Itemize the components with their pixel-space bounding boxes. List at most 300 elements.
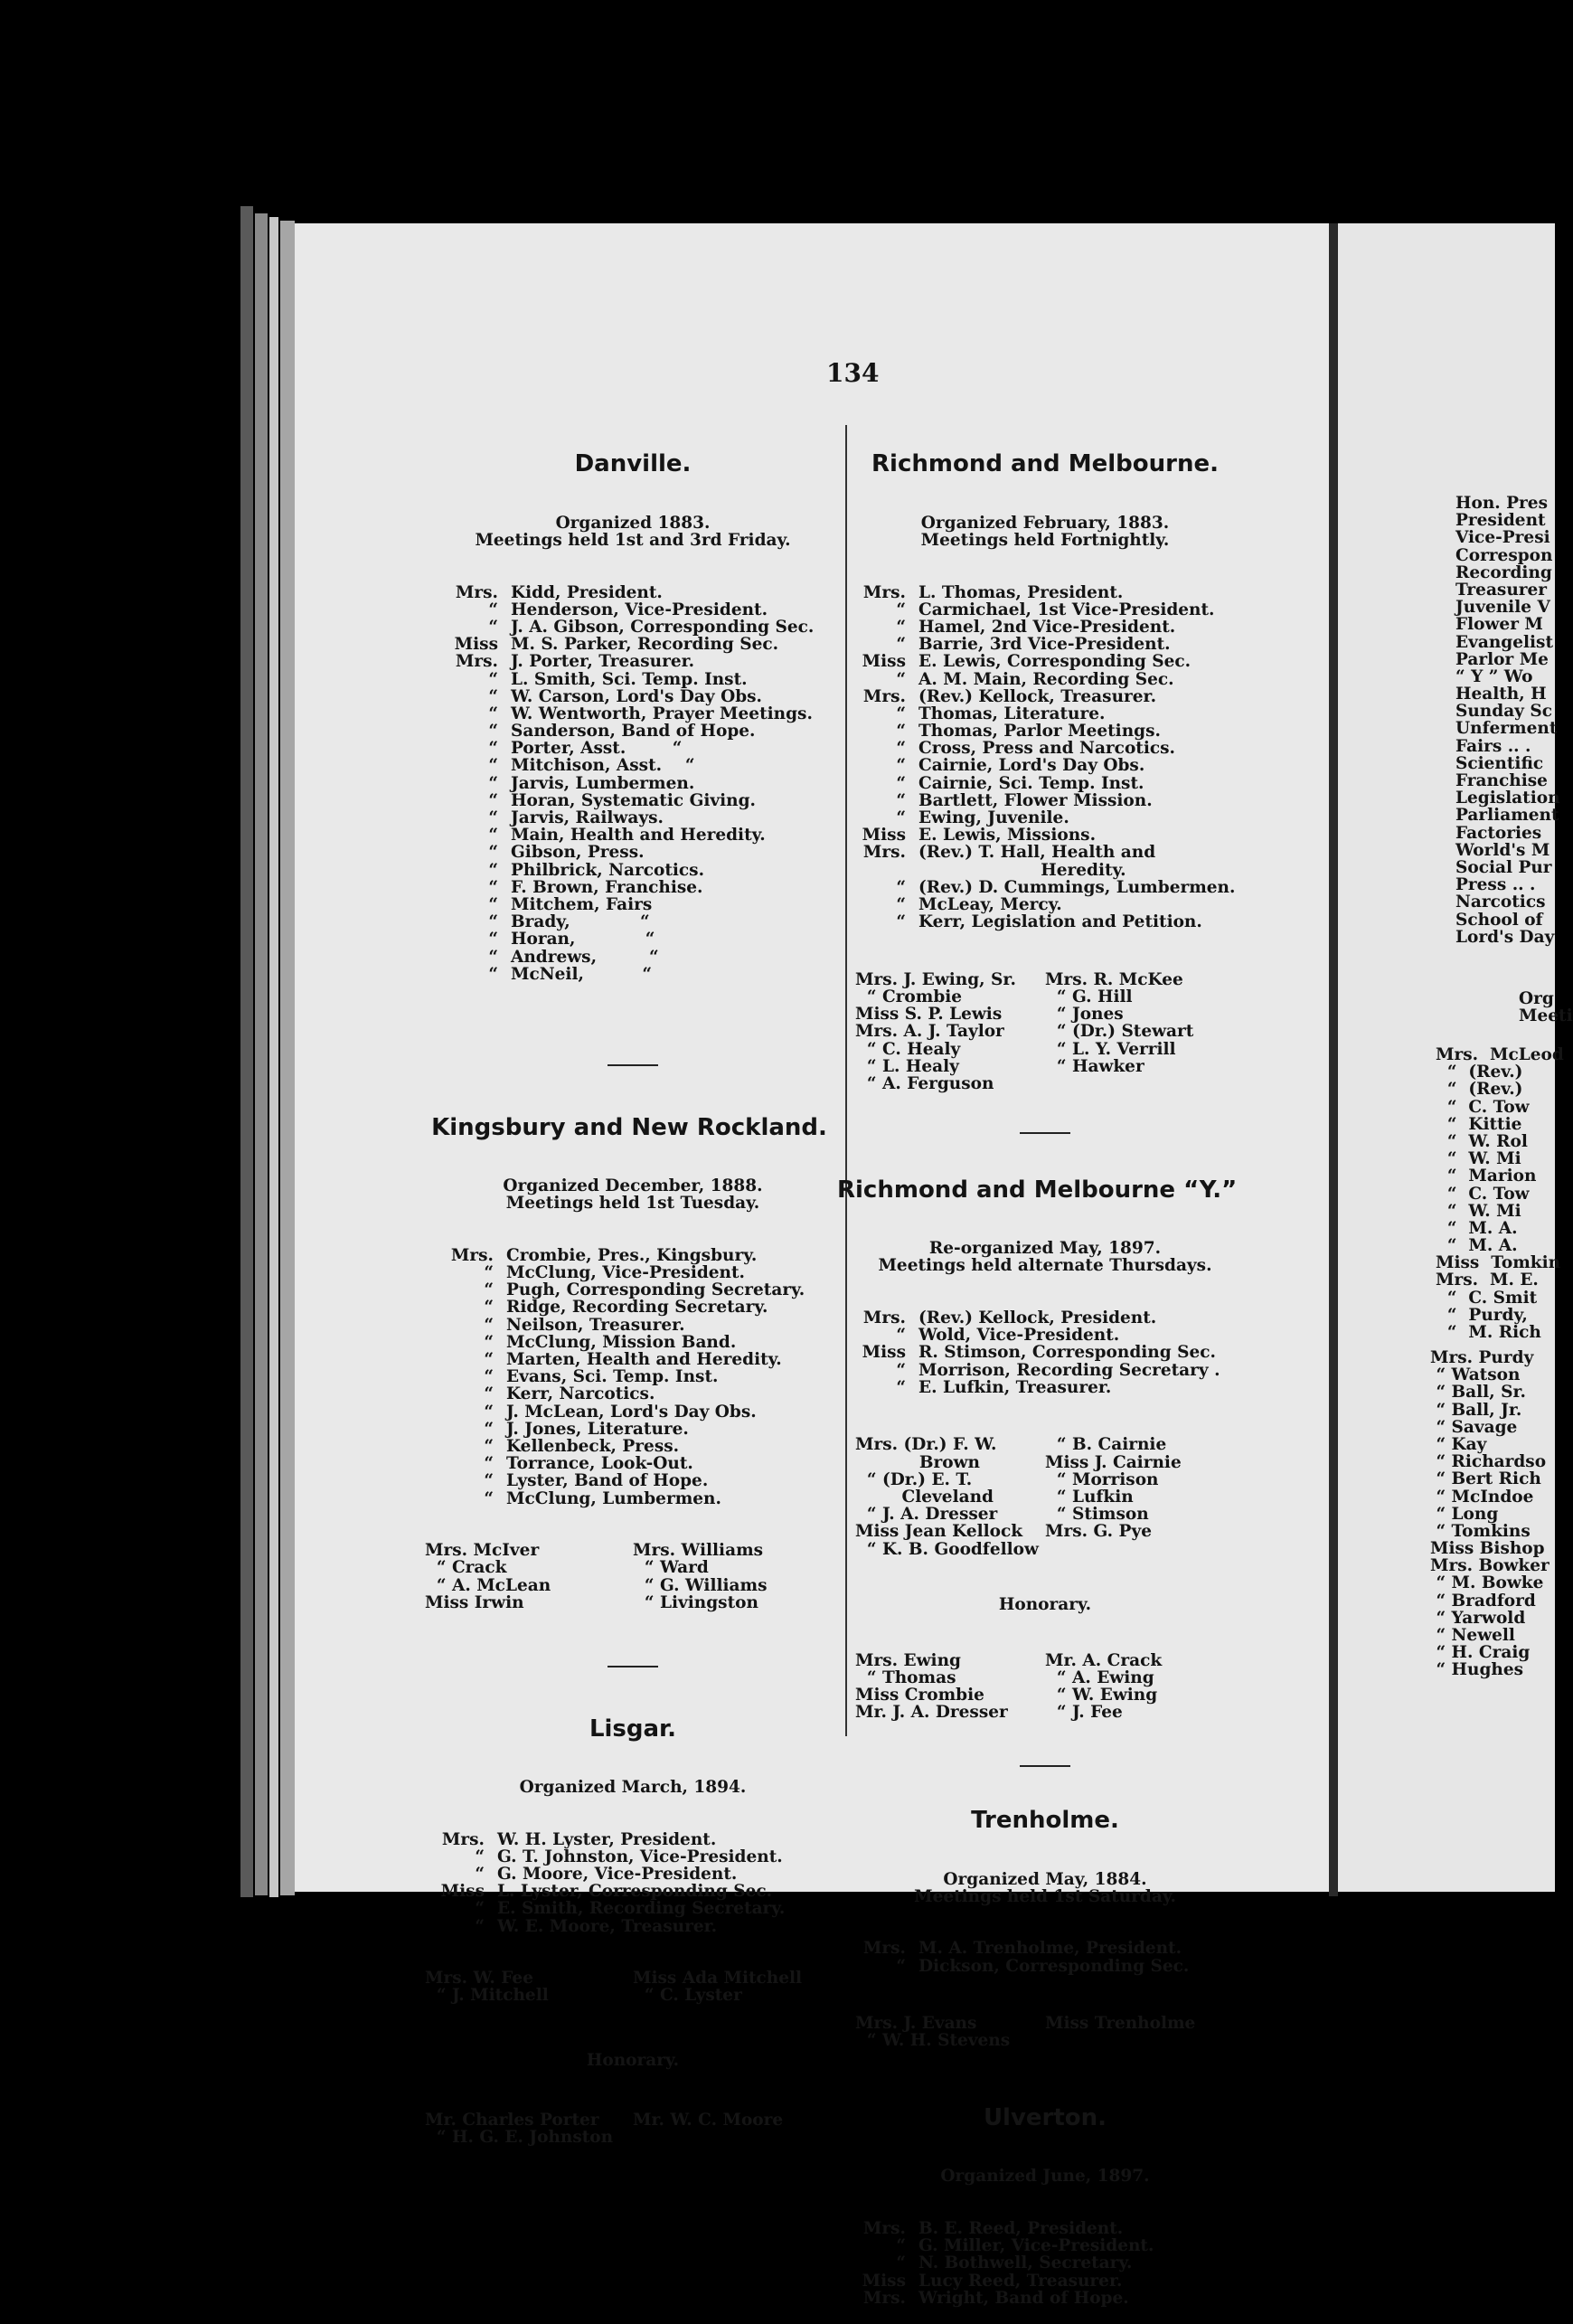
section-title-kingsbury: Kingsbury and New Rockland. bbox=[431, 1113, 827, 1141]
honorary-member-name: Mrs. Ewing bbox=[855, 1650, 961, 1670]
officer-entry: Henderson, Vice-President. bbox=[511, 600, 768, 619]
right-page-line: “ C. Smit bbox=[1436, 1288, 1538, 1308]
officer-row bbox=[855, 584, 1235, 601]
officer-entry: McLeay, Mercy. bbox=[918, 894, 1062, 914]
danville-info bbox=[425, 515, 841, 549]
officer-prefix: “ bbox=[488, 669, 498, 689]
right-page-line: “ M. Bowke bbox=[1430, 1573, 1544, 1593]
officer-prefix: “ bbox=[896, 790, 906, 810]
officer-prefix: “ bbox=[484, 1488, 494, 1508]
officer-prefix: “ bbox=[488, 930, 498, 949]
officer-row bbox=[434, 1900, 841, 1917]
lisgar-officers bbox=[434, 1831, 841, 1935]
member-name: Miss Jean Kellock bbox=[855, 1522, 1023, 1542]
officer-row bbox=[443, 1403, 841, 1421]
organization-info-line: Organized 1883. bbox=[555, 513, 711, 533]
member-list-left bbox=[425, 1970, 633, 2004]
officer-entry: Lyster, Band of Hope. bbox=[506, 1471, 709, 1491]
member-name: Mrs. Williams bbox=[633, 1541, 764, 1561]
officer-row bbox=[447, 653, 841, 670]
ulverton-info bbox=[855, 2168, 1235, 2185]
officer-row bbox=[443, 1299, 841, 1316]
section-title-ulverton: Ulverton. bbox=[983, 2104, 1107, 2132]
officer-prefix: “ bbox=[488, 722, 498, 742]
section-rule bbox=[608, 1666, 658, 1667]
officer-row bbox=[447, 636, 841, 653]
member-name: Cleveland bbox=[855, 1487, 994, 1507]
officer-prefix: “ bbox=[484, 1402, 494, 1422]
officer-prefix: “ bbox=[488, 790, 498, 810]
officer-entry: Ewing, Juvenile. bbox=[918, 808, 1069, 828]
officer-entry: McNeil, “ bbox=[511, 964, 652, 984]
officer-row bbox=[447, 949, 841, 966]
member-name: Miss Ada Mitchell bbox=[633, 1969, 803, 1989]
officer-prefix: “ bbox=[896, 894, 906, 914]
richmond-members bbox=[855, 971, 1235, 1092]
member-name: Mrs. J. Evans bbox=[855, 2014, 977, 2034]
officer-entry: W. E. Moore, Treasurer. bbox=[497, 1916, 718, 1936]
officer-prefix: “ bbox=[488, 826, 498, 846]
right-page-line: Mrs. Bowker bbox=[1430, 1556, 1549, 1576]
right-page-line: “ Ball, Sr. bbox=[1430, 1383, 1526, 1403]
officer-prefix: “ bbox=[896, 704, 906, 723]
officer-entry: J. Jones, Literature. bbox=[506, 1419, 689, 1439]
richmond-y-members bbox=[855, 1436, 1235, 1557]
richmond-y-officers bbox=[855, 1309, 1235, 1396]
officer-row bbox=[855, 809, 1235, 827]
right-page-block-3 bbox=[1436, 1046, 1564, 1341]
officer-entry: Heredity. bbox=[918, 860, 1126, 880]
member-name: Miss Irwin bbox=[425, 1592, 524, 1612]
officer-row bbox=[447, 671, 841, 688]
officer-entry: Marten, Health and Heredity. bbox=[506, 1350, 782, 1370]
officer-prefix: “ bbox=[896, 739, 906, 759]
officer-prefix: “ bbox=[896, 1360, 906, 1380]
right-page-line: Narcotics bbox=[1455, 893, 1546, 912]
officer-row bbox=[855, 723, 1235, 740]
organization-info-line: Organized March, 1894. bbox=[519, 1778, 747, 1798]
organization-info-line: Meetings held alternate Thursdays. bbox=[878, 1256, 1212, 1276]
officer-row bbox=[855, 2220, 1235, 2237]
officer-entry: McClung, Vice-President. bbox=[506, 1263, 745, 1283]
officer-row bbox=[443, 1317, 841, 1334]
organization-info-line: Meetings held Fortnightly. bbox=[920, 531, 1170, 550]
member-name: “ A. Ferguson bbox=[855, 1073, 994, 1093]
officer-entry: Porter, Asst. “ bbox=[511, 739, 683, 759]
officer-row bbox=[447, 688, 841, 705]
officer-row bbox=[447, 775, 841, 792]
honorary-member-name: “ A. Ewing bbox=[1045, 1667, 1154, 1687]
officer-entry: Hamel, 2nd Vice-President. bbox=[918, 617, 1176, 637]
officer-entry: M. A. Trenholme, President. bbox=[918, 1939, 1182, 1959]
officer-prefix: “ bbox=[896, 756, 906, 776]
officer-entry: McClung, Mission Band. bbox=[506, 1332, 737, 1352]
officer-prefix: “ bbox=[484, 1280, 494, 1300]
section-title-lisgar: Lisgar. bbox=[589, 1715, 677, 1743]
right-page-line: “ Marion bbox=[1436, 1167, 1537, 1186]
kingsbury-info bbox=[425, 1177, 841, 1212]
officer-entry: Cairnie, Sci. Temp. Inst. bbox=[918, 773, 1144, 793]
right-page-line: “ Long bbox=[1430, 1504, 1499, 1524]
member-list-right bbox=[1045, 1436, 1235, 1557]
officer-row bbox=[447, 792, 841, 809]
richmond-officers bbox=[855, 584, 1235, 931]
officer-prefix: “ bbox=[484, 1332, 494, 1352]
right-page-line: Vice-Presi bbox=[1455, 528, 1550, 548]
right-page-line: “ Tomkins bbox=[1430, 1521, 1531, 1541]
trenholme-members bbox=[855, 2015, 1235, 2049]
officer-entry: Thomas, Parlor Meetings. bbox=[918, 722, 1161, 742]
right-page-line: Scientific bbox=[1455, 753, 1544, 773]
right-page-line: Parlor Me bbox=[1455, 649, 1549, 669]
officer-entry: Thomas, Literature. bbox=[918, 704, 1106, 723]
officer-entry: E. Lewis, Missions. bbox=[918, 826, 1097, 846]
officer-row bbox=[855, 1958, 1235, 1975]
officer-entry: Kellenbeck, Press. bbox=[506, 1436, 680, 1456]
officer-prefix: “ bbox=[484, 1350, 494, 1370]
officer-prefix: “ bbox=[896, 773, 906, 793]
member-name: “ L. Y. Verrill bbox=[1045, 1039, 1176, 1059]
officer-entry: Sanderson, Band of Hope. bbox=[511, 722, 756, 742]
officer-prefix: Miss bbox=[862, 652, 906, 672]
member-name: “ A. McLean bbox=[425, 1575, 551, 1595]
right-page-line: Social Pur bbox=[1455, 857, 1552, 877]
member-list-left bbox=[425, 2111, 633, 2146]
officer-row bbox=[447, 723, 841, 740]
officer-entry: Brady, “ bbox=[511, 912, 650, 932]
right-page-line: Miss Tomkin bbox=[1436, 1253, 1561, 1273]
officer-prefix: “ bbox=[896, 600, 906, 619]
officer-row bbox=[855, 1327, 1235, 1344]
organization-info-line: Organized December, 1888. bbox=[503, 1176, 763, 1196]
officer-entry: W. H. Lyster, President. bbox=[497, 1829, 717, 1849]
officer-entry: Horan, Systematic Giving. bbox=[511, 790, 756, 810]
section-rule bbox=[608, 1064, 658, 1066]
lisgar-honorary bbox=[425, 2111, 841, 2146]
officer-entry: Neilson, Treasurer. bbox=[506, 1315, 685, 1335]
officer-prefix: Mrs. bbox=[862, 1308, 906, 1328]
officer-entry: L. Lyster, Corresponding Sec. bbox=[497, 1882, 773, 1902]
section-rule bbox=[1020, 1132, 1070, 1134]
member-list-right bbox=[633, 1970, 841, 2004]
officer-row bbox=[443, 1490, 841, 1507]
organization-info-line: Re-organized May, 1897. bbox=[928, 1239, 1162, 1259]
officer-entry: F. Brown, Franchise. bbox=[511, 877, 703, 897]
right-page-line: “ Bradford bbox=[1430, 1591, 1536, 1611]
section-title-richmond-y: Richmond and Melbourne “Y.” bbox=[837, 1176, 1238, 1204]
page-number: 134 bbox=[826, 358, 880, 388]
officer-entry: G. Moore, Vice-President. bbox=[497, 1865, 738, 1885]
honorary-member-name: “ J. Fee bbox=[1045, 1703, 1123, 1723]
officer-row bbox=[443, 1281, 841, 1299]
officer-prefix: Mrs. bbox=[862, 582, 906, 602]
officer-row bbox=[443, 1421, 841, 1438]
officer-prefix: “ bbox=[896, 808, 906, 828]
officer-entry: Lucy Reed, Treasurer. bbox=[918, 2271, 1123, 2291]
book-edge bbox=[255, 213, 268, 1895]
right-page-line: “ Hughes bbox=[1430, 1660, 1524, 1680]
member-list-left bbox=[855, 1652, 1045, 1722]
officer-entry: L. Thomas, President. bbox=[918, 582, 1124, 602]
officer-prefix: “ bbox=[488, 877, 498, 897]
right-page-line: “ (Rev.) bbox=[1436, 1063, 1523, 1082]
officer-row bbox=[447, 913, 841, 931]
officer-entry: W. Carson, Lord's Day Obs. bbox=[511, 686, 762, 706]
officer-prefix: “ bbox=[484, 1315, 494, 1335]
book-edge bbox=[280, 221, 295, 1895]
officer-entry: (Rev.) D. Cummings, Lumbermen. bbox=[918, 877, 1236, 897]
right-page-line: Health, H bbox=[1455, 685, 1547, 704]
officer-prefix: Miss bbox=[862, 826, 906, 846]
officer-prefix: Miss bbox=[862, 1343, 906, 1363]
officer-row bbox=[855, 619, 1235, 636]
officer-entry: J. McLean, Lord's Day Obs. bbox=[506, 1402, 757, 1422]
officer-entry: Bartlett, Flower Mission. bbox=[918, 790, 1153, 810]
right-page-line: “ W. Rol bbox=[1436, 1131, 1528, 1151]
officer-entry: Morrison, Recording Secretary . bbox=[918, 1360, 1220, 1380]
right-page-line: Flower M bbox=[1455, 615, 1543, 635]
officer-row bbox=[443, 1368, 841, 1385]
officer-row bbox=[855, 688, 1235, 705]
officer-row bbox=[443, 1385, 841, 1403]
right-page-line: “ Watson bbox=[1430, 1365, 1521, 1385]
officer-entry: Cairnie, Lord's Day Obs. bbox=[918, 756, 1145, 776]
officer-prefix: “ bbox=[896, 722, 906, 742]
officer-row bbox=[447, 705, 841, 723]
officer-prefix: “ bbox=[484, 1263, 494, 1283]
ulverton-officers bbox=[855, 2220, 1235, 2307]
officer-row bbox=[447, 966, 841, 983]
officer-entry: Kerr, Narcotics. bbox=[506, 1384, 655, 1404]
right-page-line: “ M. Rich bbox=[1436, 1323, 1541, 1342]
officer-entry: Philbrick, Narcotics. bbox=[511, 860, 705, 880]
officer-entry: Barrie, 3rd Vice-President. bbox=[918, 635, 1171, 655]
officer-prefix: “ bbox=[896, 1377, 906, 1397]
right-page-line: Org bbox=[1519, 989, 1554, 1008]
officer-prefix: “ bbox=[488, 894, 498, 914]
section-title-danville: Danville. bbox=[574, 450, 692, 478]
section-title-richmond: Richmond and Melbourne. bbox=[871, 450, 1219, 478]
richmond-info bbox=[855, 515, 1235, 549]
kingsbury-officers bbox=[443, 1247, 841, 1507]
right-page-line: “ Yarwold bbox=[1430, 1608, 1526, 1628]
officer-prefix: Miss bbox=[862, 2271, 906, 2291]
officer-prefix: “ bbox=[484, 1419, 494, 1439]
right-page-line: Parliament bbox=[1455, 806, 1559, 826]
officer-prefix: “ bbox=[488, 773, 498, 793]
officer-entry: Evans, Sci. Temp. Inst. bbox=[506, 1367, 719, 1387]
member-name: “ Crombie bbox=[855, 987, 963, 1006]
officer-prefix: Mrs. bbox=[862, 843, 906, 863]
member-name: Brown bbox=[855, 1452, 980, 1472]
officer-entry: Main, Health and Heredity. bbox=[511, 826, 766, 846]
officer-entry: N. Bothwell, Secretary. bbox=[918, 2253, 1133, 2273]
right-page-line: Juvenile V bbox=[1455, 598, 1550, 618]
right-page-line: “ M. A. bbox=[1436, 1218, 1518, 1238]
richmond-y-honorary-title: Honorary. bbox=[998, 1595, 1092, 1615]
right-page-line: Legislation bbox=[1455, 789, 1560, 808]
honorary-member-name: “ Thomas bbox=[855, 1667, 956, 1687]
right-page-block-4 bbox=[1430, 1349, 1549, 1679]
officer-entry: Jarvis, Lumbermen. bbox=[511, 773, 695, 793]
member-list-left bbox=[425, 1542, 633, 1611]
member-name: Miss S. P. Lewis bbox=[855, 1005, 1003, 1025]
officer-prefix: “ bbox=[488, 808, 498, 828]
right-page-line: “ Bert Rich bbox=[1430, 1469, 1541, 1489]
officer-row bbox=[447, 757, 841, 774]
member-list-left bbox=[855, 2015, 1045, 2049]
officer-prefix: “ bbox=[488, 756, 498, 776]
member-name: “ B. Cairnie bbox=[1045, 1435, 1167, 1455]
officer-row bbox=[447, 619, 841, 636]
officer-entry: B. E. Reed, President. bbox=[918, 2219, 1124, 2239]
honorary-member-name: Mr. A. Crack bbox=[1045, 1650, 1163, 1670]
book-edge bbox=[240, 206, 253, 1897]
officer-prefix: “ bbox=[488, 947, 498, 967]
organization-info-line: Organized February, 1883. bbox=[920, 513, 1170, 533]
right-page-line: Hon. Pres bbox=[1455, 494, 1548, 513]
lisgar-info bbox=[425, 1779, 841, 1796]
right-page-line: Evangelist bbox=[1455, 632, 1554, 652]
section-rule bbox=[1020, 1765, 1070, 1767]
member-name: Miss J. Cairnie bbox=[1045, 1452, 1182, 1472]
officer-row bbox=[855, 1309, 1235, 1327]
officer-prefix: “ bbox=[488, 600, 498, 619]
right-column bbox=[837, 414, 1238, 2324]
right-page-line: “ Purdy, bbox=[1436, 1305, 1528, 1325]
officer-prefix: “ bbox=[484, 1454, 494, 1474]
right-page-line: “ Richardso bbox=[1430, 1452, 1547, 1472]
gutter bbox=[1329, 223, 1338, 1896]
lisgar-honorary-title: Honorary. bbox=[586, 2051, 680, 2070]
officer-row bbox=[855, 740, 1235, 757]
organization-info-line: Meetings held 1st Saturday. bbox=[914, 1886, 1176, 1906]
officer-prefix: “ bbox=[896, 617, 906, 637]
honorary-member-name: Miss Crombie bbox=[855, 1686, 984, 1705]
member-name: “ Ward bbox=[633, 1558, 709, 1578]
right-page-line: “ Kittie bbox=[1436, 1114, 1522, 1134]
organization-info-line: Organized May, 1884. bbox=[943, 1869, 1147, 1889]
member-name: Mrs. McIver bbox=[425, 1541, 540, 1561]
officer-entry: Crombie, Pres., Kingsbury. bbox=[506, 1245, 758, 1265]
officer-entry: Carmichael, 1st Vice-President. bbox=[918, 600, 1215, 619]
left-column bbox=[425, 414, 841, 2163]
right-page-line: “ H. Craig bbox=[1430, 1643, 1531, 1663]
officer-entry: J. Porter, Treasurer. bbox=[511, 652, 695, 672]
officer-prefix: “ bbox=[896, 669, 906, 689]
member-list-left bbox=[855, 971, 1045, 1092]
member-list-right bbox=[1045, 971, 1235, 1092]
officer-row bbox=[447, 896, 841, 913]
member-list-right bbox=[1045, 1652, 1235, 1722]
officer-row bbox=[447, 740, 841, 757]
officer-entry: W. Wentworth, Prayer Meetings. bbox=[511, 704, 813, 723]
right-page-line: Fairs .. . bbox=[1455, 736, 1531, 756]
officer-row bbox=[443, 1438, 841, 1455]
officer-row bbox=[855, 1379, 1235, 1396]
officer-prefix: Mrs. bbox=[441, 1829, 485, 1849]
trenholme-info bbox=[855, 1871, 1235, 1905]
right-page-line: Press .. . bbox=[1455, 875, 1536, 895]
officer-row bbox=[855, 653, 1235, 670]
officer-entry: Gibson, Press. bbox=[511, 843, 645, 863]
right-page-line: “ W. Mi bbox=[1436, 1149, 1521, 1169]
officer-entry: R. Stimson, Corresponding Sec. bbox=[918, 1343, 1216, 1363]
member-name: “ W. H. Stevens bbox=[855, 2031, 1011, 2051]
officer-row bbox=[447, 601, 841, 619]
member-name: “ C. Lyster bbox=[633, 1986, 742, 2006]
right-page-line: “ C. Tow bbox=[1436, 1097, 1530, 1117]
officer-row bbox=[855, 1344, 1235, 1361]
officer-prefix: “ bbox=[896, 2253, 906, 2273]
column-divider bbox=[845, 425, 847, 1736]
officer-row bbox=[855, 757, 1235, 774]
right-page-line: “ Ball, Jr. bbox=[1430, 1400, 1522, 1420]
officer-entry: (Rev.) T. Hall, Health and bbox=[918, 843, 1156, 863]
member-list-right bbox=[633, 2111, 841, 2146]
member-list-right bbox=[1045, 2015, 1235, 2049]
member-name: “ Hawker bbox=[1045, 1056, 1144, 1076]
trenholme-officers bbox=[855, 1940, 1235, 1974]
member-name: Mrs. R. McKee bbox=[1045, 969, 1183, 989]
officer-entry: M. S. Parker, Recording Sec. bbox=[511, 635, 779, 655]
member-list-left bbox=[855, 1436, 1045, 1557]
officer-row bbox=[434, 1918, 841, 1935]
right-page-block-2 bbox=[1519, 990, 1573, 1025]
kingsbury-members bbox=[425, 1542, 841, 1611]
officer-entry: Wold, Vice-President. bbox=[918, 1326, 1120, 1346]
member-name: “ Livingston bbox=[633, 1592, 758, 1612]
officer-entry: E. Lewis, Corresponding Sec. bbox=[918, 652, 1192, 672]
officer-prefix: Mrs. bbox=[455, 652, 498, 672]
member-name: “ (Dr.) E. T. bbox=[855, 1469, 973, 1489]
member-name: Mrs. A. J. Taylor bbox=[855, 1022, 1004, 1042]
officer-row bbox=[447, 827, 841, 844]
officer-prefix: Mrs. bbox=[862, 686, 906, 706]
right-page-line: “ Y ” Wo bbox=[1455, 666, 1533, 686]
officer-row bbox=[855, 913, 1235, 931]
officer-prefix: “ bbox=[484, 1471, 494, 1491]
officer-row bbox=[434, 1848, 841, 1866]
section-title-trenholme: Trenholme. bbox=[971, 1807, 1119, 1835]
officer-entry: Mitchison, Asst. “ bbox=[511, 756, 695, 776]
officer-row bbox=[434, 1866, 841, 1883]
officer-entry: Mitchem, Fairs bbox=[511, 894, 653, 914]
officer-entry: G. Miller, Vice-President. bbox=[918, 2236, 1154, 2256]
officer-prefix: “ bbox=[488, 704, 498, 723]
officer-row bbox=[855, 896, 1235, 913]
officer-entry: L. Smith, Sci. Temp. Inst. bbox=[511, 669, 748, 689]
right-page-line: Franchise bbox=[1455, 771, 1548, 790]
right-page-line: “ Newell bbox=[1430, 1626, 1515, 1645]
officer-prefix: Miss bbox=[454, 635, 498, 655]
officer-row bbox=[855, 636, 1235, 653]
officer-row bbox=[443, 1472, 841, 1489]
member-name: “ K. B. Goodfellow bbox=[855, 1539, 1039, 1559]
right-page-line: Miss Bishop bbox=[1430, 1539, 1545, 1559]
officer-row bbox=[855, 2290, 1235, 2307]
officer-row bbox=[447, 862, 841, 879]
right-page-line: School of bbox=[1455, 910, 1543, 930]
officer-row bbox=[855, 1940, 1235, 1957]
member-name: Mrs. W. Fee bbox=[425, 1969, 533, 1989]
officer-prefix: “ bbox=[488, 739, 498, 759]
officer-prefix: Mrs. bbox=[862, 1939, 906, 1959]
right-page-line: “ McIndoe bbox=[1430, 1487, 1534, 1507]
officer-row bbox=[855, 862, 1235, 879]
right-page-line: “ M. A. bbox=[1436, 1236, 1518, 1256]
right-page-line: Correspon bbox=[1455, 545, 1553, 565]
